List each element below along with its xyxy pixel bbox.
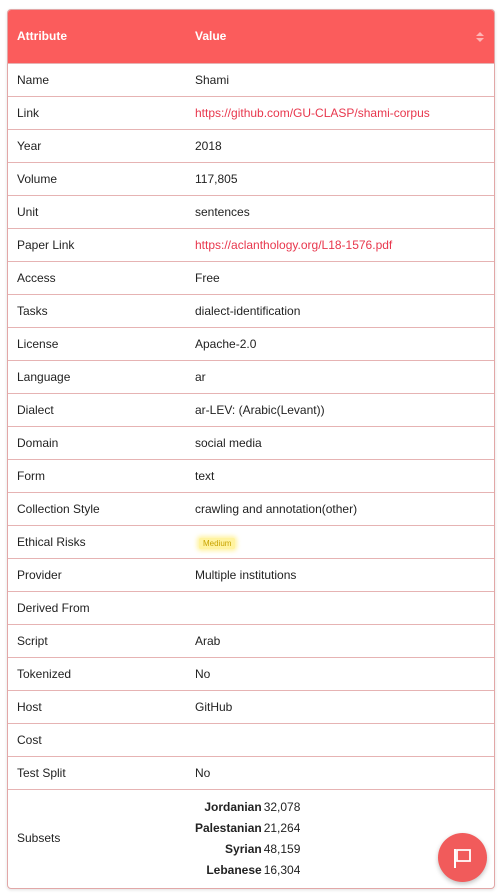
attr-access: Access xyxy=(17,270,56,285)
repository-link[interactable]: https://github.com/GU-CLASP/shami-corpus xyxy=(195,105,430,120)
value-ethical-risks-cell xyxy=(186,525,494,558)
attr-dialect: Dialect xyxy=(17,402,54,417)
table-row xyxy=(8,525,494,558)
table-row xyxy=(8,129,494,162)
table-row xyxy=(8,657,494,690)
value-link-cell xyxy=(186,96,494,129)
value-license: Apache-2.0 xyxy=(195,336,257,351)
attr-ethical-risks: Ethical Risks xyxy=(17,534,86,549)
value-domain: social media xyxy=(195,435,262,450)
subset-row xyxy=(195,838,300,859)
table-row xyxy=(8,690,494,723)
table-row xyxy=(8,294,494,327)
subset-value: 16,304 xyxy=(263,862,301,877)
attr-year: Year xyxy=(17,138,42,153)
value-collection-style: crawling and annotation(other) xyxy=(195,501,358,516)
value-unit: sentences xyxy=(195,204,250,219)
subset-row xyxy=(195,817,300,838)
attr-test-split: Test Split xyxy=(17,765,66,780)
value-tokenized: No xyxy=(195,666,211,681)
table-row xyxy=(8,360,494,393)
value-dialect: ar-LEV: (Arabic(Levant)) xyxy=(195,402,325,417)
attr-language: Language xyxy=(17,369,71,384)
attr-form: Form xyxy=(17,468,45,483)
value-column-header[interactable] xyxy=(186,10,494,63)
table-row xyxy=(8,723,494,756)
value-paper-link-cell xyxy=(186,228,494,261)
attr-collection-style: Collection Style xyxy=(17,501,100,516)
attribute-column-header[interactable]: Attribute xyxy=(8,10,186,63)
table-row xyxy=(8,393,494,426)
table-row xyxy=(8,591,494,624)
table-row xyxy=(8,96,494,129)
subset-name: Palestanian xyxy=(195,820,262,835)
value-derived-from xyxy=(186,591,494,624)
table-row xyxy=(8,162,494,195)
subset-row xyxy=(195,796,300,817)
subset-row xyxy=(195,859,300,880)
subset-value: 21,264 xyxy=(263,820,301,835)
table-row xyxy=(8,756,494,789)
value-tasks: dialect-identification xyxy=(195,303,301,318)
value-test-split: No xyxy=(195,765,211,780)
value-script: Arab xyxy=(195,633,221,648)
value-cost xyxy=(186,723,494,756)
value-host: GitHub xyxy=(195,699,233,714)
attr-cost: Cost xyxy=(17,732,42,747)
attr-derived-from: Derived From xyxy=(17,600,90,615)
subsets-table xyxy=(195,796,300,880)
attr-script: Script xyxy=(17,633,48,648)
subset-name: Lebanese xyxy=(206,862,262,877)
report-button[interactable] xyxy=(438,833,487,882)
subset-value: 48,159 xyxy=(263,841,301,856)
table-row xyxy=(8,327,494,360)
dataset-card xyxy=(7,9,495,889)
value-name: Shami xyxy=(195,72,230,87)
table-header-row xyxy=(8,10,494,63)
table-row xyxy=(8,624,494,657)
value-column-header-label: Value xyxy=(195,29,227,44)
table-row xyxy=(8,558,494,591)
attr-tasks: Tasks xyxy=(17,303,48,318)
table-row xyxy=(8,492,494,525)
attr-link: Link xyxy=(17,105,40,120)
value-access: Free xyxy=(195,270,220,285)
value-language: ar xyxy=(195,369,206,384)
attr-volume: Volume xyxy=(17,171,58,186)
value-year: 2018 xyxy=(195,138,222,153)
flag-icon xyxy=(451,846,475,870)
table-row xyxy=(8,195,494,228)
value-form: text xyxy=(195,468,215,483)
attr-license: License xyxy=(17,336,59,351)
value-provider: Multiple institutions xyxy=(195,567,297,582)
attr-unit: Unit xyxy=(17,204,39,219)
table-row xyxy=(8,459,494,492)
value-volume: 117,805 xyxy=(195,171,238,186)
table-row xyxy=(8,789,494,887)
sort-icon[interactable] xyxy=(476,32,484,42)
table-row xyxy=(8,426,494,459)
table-row xyxy=(8,261,494,294)
subset-name: Jordanian xyxy=(204,799,262,814)
paper-link[interactable]: https://aclanthology.org/L18-1576.pdf xyxy=(195,237,393,252)
attr-name: Name xyxy=(17,72,50,87)
table-row xyxy=(8,63,494,96)
attr-tokenized: Tokenized xyxy=(17,666,72,681)
attributes-table xyxy=(8,10,494,887)
attr-host: Host xyxy=(17,699,42,714)
attr-domain: Domain xyxy=(17,435,59,450)
subset-name: Syrian xyxy=(225,841,262,856)
attr-subsets: Subsets xyxy=(17,831,61,846)
table-row xyxy=(8,228,494,261)
attr-provider: Provider xyxy=(17,567,62,582)
attr-paper-link: Paper Link xyxy=(17,237,75,252)
subset-value: 32,078 xyxy=(263,799,301,814)
ethical-risk-badge: Medium xyxy=(199,538,235,549)
